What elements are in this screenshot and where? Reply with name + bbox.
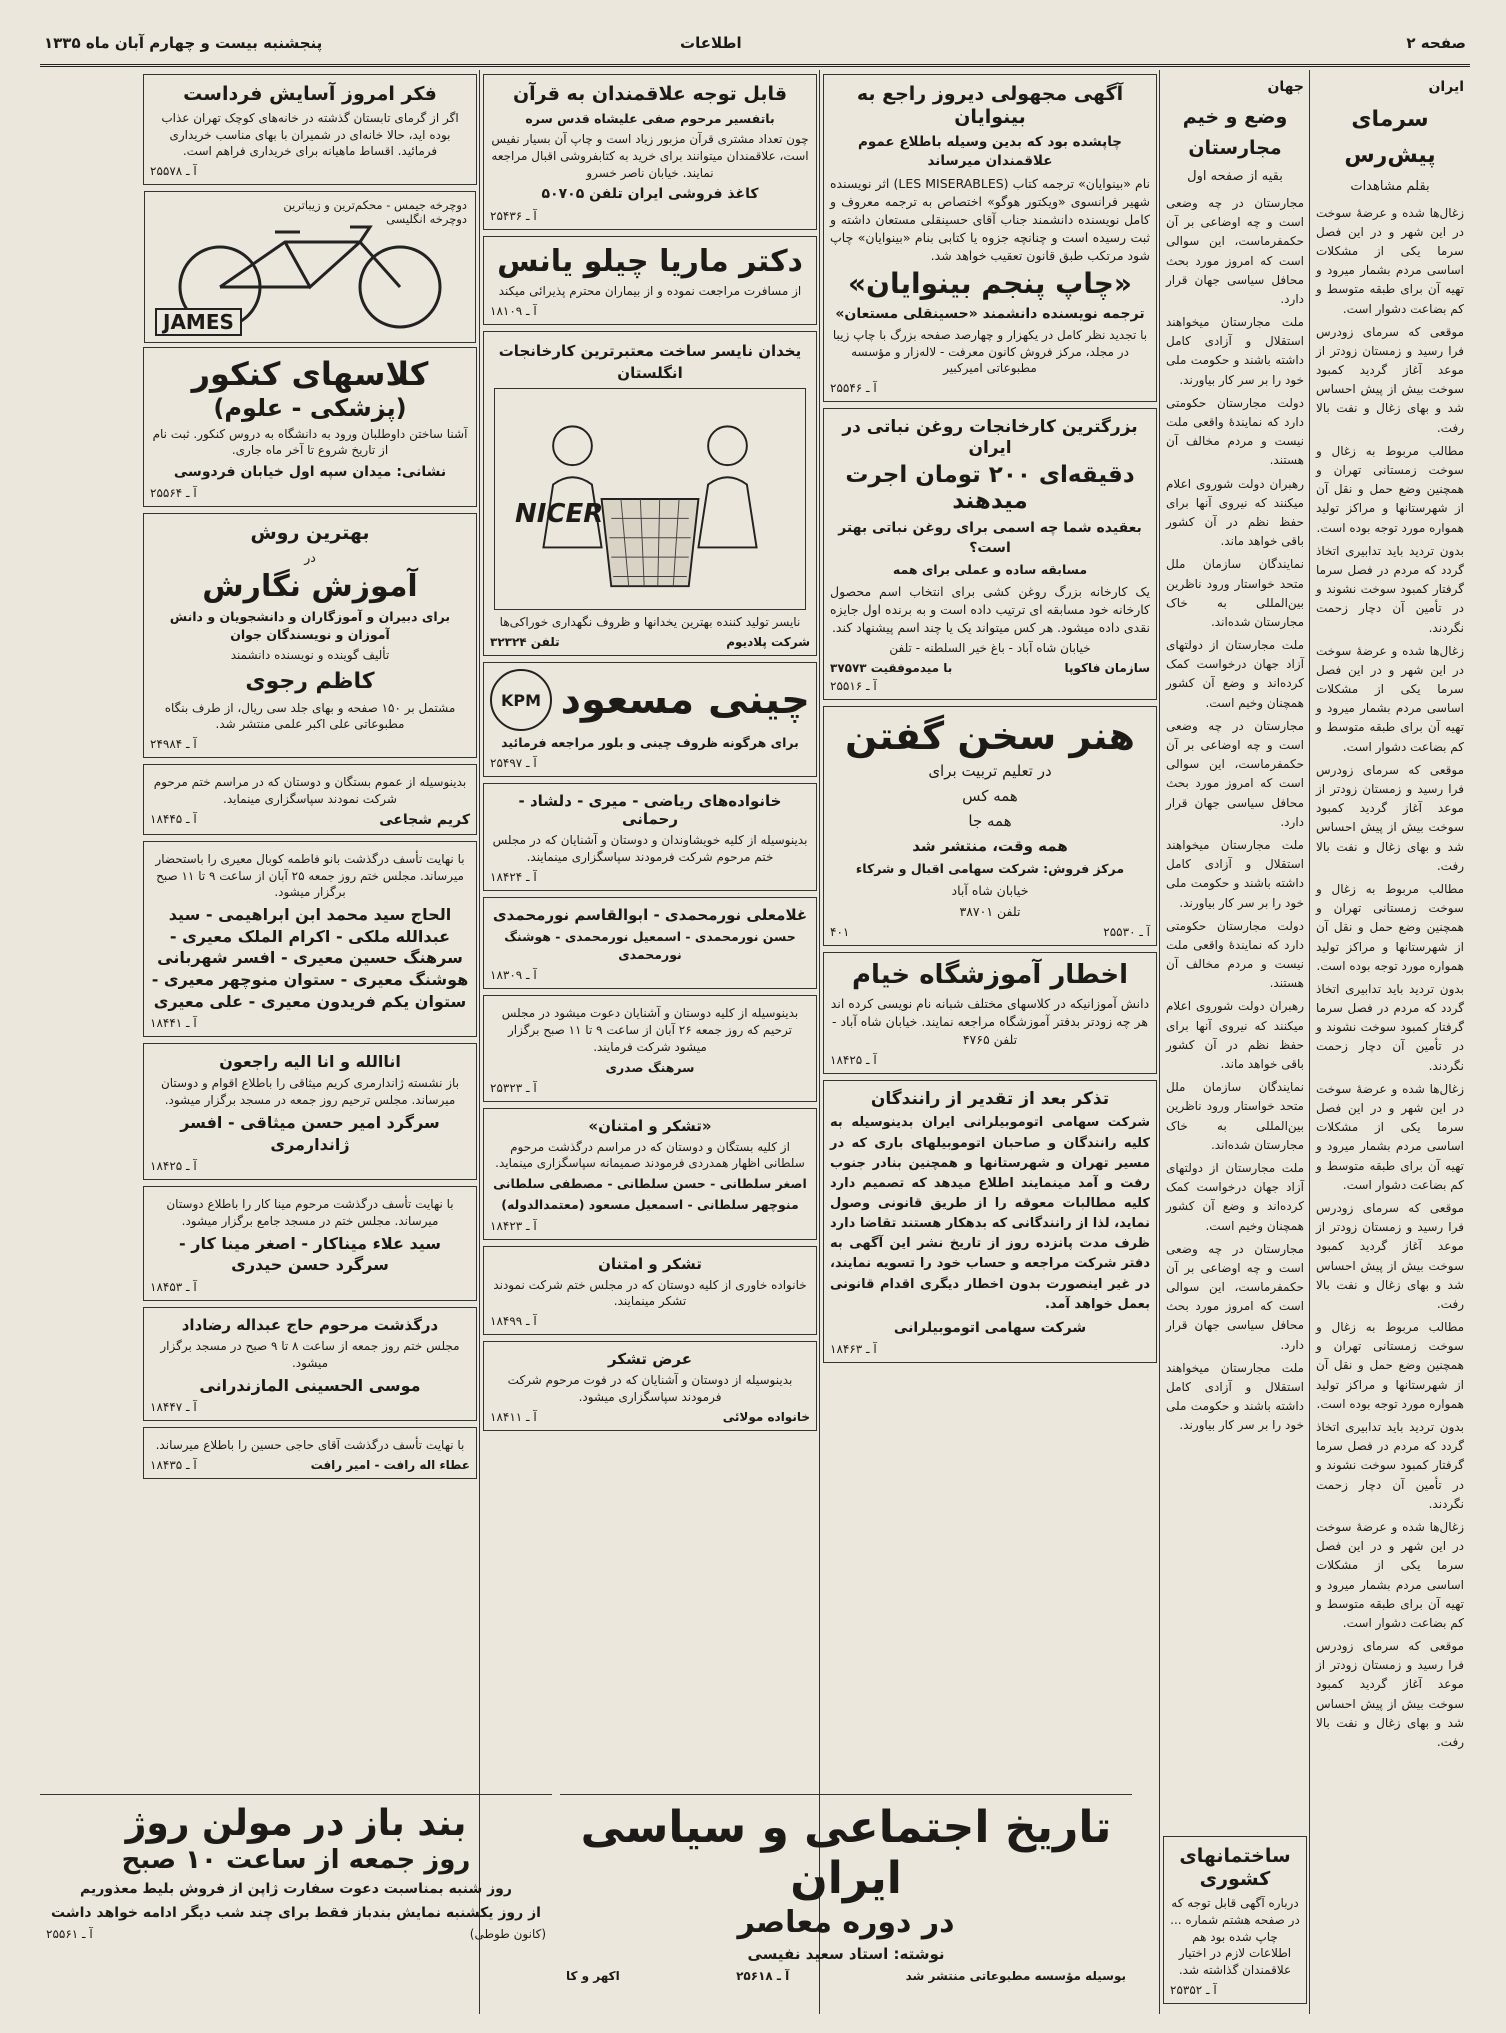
ad-top: یخدان نایسر ساخت معتبرترین کارخانجات انگلستان [498,341,802,382]
notice-memorial [483,995,817,1102]
ad-name: سرگرد امیر حسن میثاقی - افسر ژاندارمری [180,1112,440,1154]
ad-company: شرکت سهامی اتوموبیلرانی [893,1319,1087,1336]
ad-quran [483,74,817,230]
notice-abdollah [143,1307,477,1421]
article-paragraph: مجارستان در چه وضعی است و چه اوضاعی بر آن حکمفرماست، این سوالی است که امروز مورد بحث محافل سیاسی جهان قرار دارد. [1166,718,1304,829]
page-header [40,24,1470,67]
ad-title: غلامعلی نورمحمدی - ابوالقاسم نورمحمدی [492,905,808,924]
article-paragraph: موقعی که سرمای زودرس فرا رسید و زمستان زودتر از موعد آغاز گردید کمبود سوخت بیش از پیش احساس شد و بهای زغال و نفت بالا رفت. [1316,762,1464,873]
ad-ref: آ ـ ۲۵۴۳۶ [490,208,537,223]
section-label: جهان [1267,79,1304,95]
ad-body: از مسافرت مراجعت نموده و از بیماران محترم پذیرائی میکند [498,284,802,299]
notice-thanks-2 [483,897,817,989]
ad-title: دکتر ماریا چیلو یانس [497,243,803,279]
ad-title: اخطار آموزشگاه خیام [851,959,1129,990]
section-label: ایران [1428,79,1464,95]
article-paragraph: رهبران دولت شوروی اعلام میکنند که نیروی آنها برای حفظ نظم در آن کشور باقی خواهد ماند. [1166,476,1304,549]
notice-closing [143,1427,477,1479]
ad-body: بدینوسیله از کلیه دوستان و آشنایان دعوت میشود در مجلس ترحیم که روز جمعه ۲۶ آبان از ساعت ۹ تا ۱۱ صبح برگزار میشود شرکت فرمایند. [501,1006,799,1054]
ad-khayyam [823,952,1157,1074]
ad-title: تاریخ اجتماعی و سیاسی ایران [580,1802,1112,1904]
ad-phone: تلفن ۳۲۳۲۴ [490,635,560,650]
ad-ref: آ ـ ۱۸۴۴۷ [150,1400,197,1415]
ad-author: نوشته: استاد سعید نفیسی [747,1944,945,1963]
ad-ref: آ ـ ۲۵۵۶۱ [46,1926,93,1941]
ad-name: خانواده مولائی [722,1409,810,1424]
column-5 [140,70,480,2014]
article-paragraph: مجارستان در چه وضعی است و چه اوضاعی بر آن حکمفرماست، این سوالی است که امروز مورد بحث محافل سیاسی جهان قرار دارد. [1166,1241,1304,1352]
ad-ref: آ ـ ۲۵۴۹۷ [490,756,537,771]
box-national-buildings [1163,1836,1307,2004]
ad-title: درگذشت مرحوم حاج عبداله رضاداد [181,1315,439,1334]
ad-address: خیابان شاه آباد - باغ خیر السلطنه - تلفن [889,640,1091,655]
ad-body: باز نشسته ژاندارمری کریم میثاقی را باطلاع اقوام و دوستان میرساند. مجلس ترحیم روز جمعه در مسجد برگزار میشود. [160,1076,460,1108]
ad-author-label: تألیف گوینده و نویسنده دانشمند [230,648,390,663]
article-paragraph: رهبران دولت شوروی اعلام میکنند که نیروی آنها برای حفظ نظم در آن کشور باقی خواهد ماند. [1166,999,1304,1072]
ad-body: یک کارخانه بزرگ روغن کشی برای انتخاب اسم محصول کارخانه خود مسابقه ای ترتیب داده است و به برنده اول جایزه نقدی داده میشود. هر کس میتواند یک یا چند اسم پیشنهاد کند. [830,583,1150,635]
ad-title: عرض تشکر [608,1350,692,1369]
ad-body: شرکت سهامی اتوموبیلرانی ایران بدینوسیله به کلیه رانندگان و صاحبان اتوموبیلهای باری که در مسیر تهران و شهرستانها و همچنین بنادر جنوب رفت و آمد مینمایند اطلاع میدهد که تصمیم دارد کلیه مطالبات معوقه را از طریق قانونی وصول نماید، لذا از رانندگانی که بدهکار هستند تقاضا دارد ظرف مدت پانزده روز از تاریخ نشر این آگهی به دفتر شرکت مراجعه و حساب خود را تسویه نمایند، در غیر اینصورت بدون اخطار دیگری اقدام قانونی بعمل خواهد آمد. [830,1115,1150,1312]
article-paragraph: ملت مجارستان میخواهند استقلال و آزادی کامل داشته باشند و حکومت ملی خود را بر سر کار بیاورند. [1166,1360,1304,1433]
ad-name: سید علاء میناکار - اصغر مینا کار - سرگرد حسن حیدری [179,1233,441,1275]
notice-mourning-moayeri [143,841,477,1037]
ad-ref: آ ـ ۱۸۴۲۵ [150,1159,197,1174]
ad-sub: مسابقه ساده و عملی برای همه [892,562,1088,578]
page-number: صفحه ۲ [1406,34,1466,52]
article-paragraph: مطالب مربوط به زغال و سوخت زمستانی تهران و همچنین وضع حمل و نقل آن از شهرستانها و مراکز تولید همواره مورد توجه بوده است. [1316,443,1464,535]
ad-title-main: آموزش نگارش [202,569,418,605]
james-brand: JAMES [155,308,242,336]
ad-name: سرهنگ صدری [605,1059,695,1075]
ad-line: همه وقت، منتشر شد [912,836,1068,855]
article-paragraph: نمایندگان سازمان ملل متحد خواستار ورود ناظرین بین‌المللی به خاک مجارستان شده‌اند. [1166,1080,1304,1152]
ad-china-masoud [483,662,817,777]
ad-title: خانواده‌های ریاضی - میری - دلشاد - رحمانی [518,792,782,829]
ad-ref: آ ـ ۱۸۴۶۳ [830,1342,877,1357]
column-iran [1309,70,1470,2014]
ad-publisher: بوسیله مؤسسه مطبوعاتی منتشر شد [905,1969,1126,1984]
article-paragraph: زغال‌ها شده و عرضهٔ سوخت در این شهر و در این فصل سرما یکی از مشکلات اساسی مردم بشمار میرود و تهیه آن برای طبقه متوسط و کم بضاعت دشوار است. [1316,643,1464,754]
ad-ref: آ ـ ۱۸۴۹۹ [490,1314,537,1329]
ad-title-mid: در [304,550,316,566]
article-title: سرمای پیش‌رس [1344,107,1436,168]
nicer-brand: NICER [515,499,604,530]
ad-ref: آ ـ ۱۸۴۳۵ [150,1457,197,1472]
publication-name: اطلاعات [680,34,742,52]
ad-comfort [143,74,477,185]
ad-center: مرکز فروش: شرکت سهامی اقبال و شرکاء [855,861,1125,877]
ad-body: از کلیه بستگان و دوستان که در مراسم درگذشت مرحوم سلطانی اظهار همدردی فرمودند صمیمانه سپاسگزاری مینماید. [495,1139,805,1171]
ad-ref: آ ـ ۱۸۳۰۹ [490,968,537,983]
ad-ref: آ ـ ۲۵۵۱۶ [830,678,877,693]
ad-body: اگر از گرمای تابستان گذشته در خانه‌های کوچک تهران عذاب بوده اید، حالا خانه‌ای در شمیران با بهای مناسب خریداری فرمائید. اقساط ماهیانه برای خریداری فراهم است. [161,110,459,159]
ad-ref: آ ـ ۱۸۴۲۳ [490,1218,537,1233]
column-3 [819,70,1160,2014]
ad-title: قابل توجه علاقمندان به قرآن [512,83,788,105]
ad-ref2: اکهر و کا [566,1969,620,1984]
ad-prize: دقیقه‌ای ۲۰۰ تومان اجرت میدهند [845,462,1135,515]
ad-names: حسن نورمحمدی - اسمعیل نورمحمدی - هوشنگ نورمحمدی [504,928,796,963]
article-hungary [1160,70,1310,1444]
ad-history-book [560,1794,1132,2007]
ad-ref: آ ـ ۱۸۴۵۳ [150,1279,197,1294]
ad-street: خیابان شاه آباد [951,882,1029,898]
ad-body: با نهایت تأسف درگذشت بانو فاطمه کوبال معیری را باستحضار میرساند. مجلس ختم روز جمعه ۲۵ آبان از ساعت ۹ تا ۱۱ صبح برگزار میشود. [155,851,465,900]
article-paragraph: موقعی که سرمای زودرس فرا رسید و زمستان زودتر از موعد آغاز گردید کمبود سوخت بیش از پیش احساس شد و بهای زغال و نفت بالا رفت. [1316,324,1464,435]
ad-line: همه کس [962,787,1018,806]
notice-raja [143,1043,477,1180]
ad-title: فکر امروز آسایش فرداست [183,83,437,105]
ad-writing-method [143,513,477,758]
ad-ref: آ ـ ۲۵۵۶۴ [150,486,197,501]
ad-address: نشانی: میدان سپه اول خیابان فردوسی [173,464,447,481]
article-paragraph: دولت مجارستان حکومتی دارد که نمایندهٔ واقعی ملت نیست و مردم مخالف آن هستند. [1166,395,1304,468]
ad-james-bicycle [144,191,476,343]
ad-ref: آ ـ ۲۵۶۱۸ [736,1969,790,1984]
ad-body: با نهایت تأسف درگذشت آقای حاجی حسین را باطلاع میرساند. [155,1438,465,1453]
ad-ref: آ ـ ۱۸۴۲۵ [830,1053,877,1068]
article-paragraph: نمایندگان سازمان ملل متحد خواستار ورود ناظرین بین‌المللی به خاک مجارستان شده‌اند. [1166,557,1304,629]
ad-title: «تشکر و امتنان» [588,1116,712,1135]
ad-dealer: شرکت پلادیوم [726,635,810,650]
ad-les-miserables [823,74,1157,402]
ad-ref: آ ـ ۲۵۵۴۶ [830,381,877,396]
article-byline: بقلم مشاهدات [1350,178,1430,194]
notice-thanks-1 [483,783,817,891]
ad-body: با نهایت تأسف درگذشت مرحوم مینا کار را باطلاع دوستان میرساند. مجلس ختم در مسجد جامع برگزار میشود. [166,1197,454,1228]
ad-moulin-rouge [40,1794,552,2007]
ad-oil-contest [823,408,1157,700]
ad-body: بدینوسیله از کلیه خویشاوندان و دوستان و آشنایان که در مجلس ختم مرحوم شرکت فرمودند سپاسگزاری مینمایند. [492,833,808,865]
article-paragraph: مطالب مربوط به زغال و سوخت زمستانی تهران و همچنین وضع حمل و نقل آن از شهرستانها و مراکز تولید همواره مورد توجه بوده است. [1316,881,1464,973]
issue-date: پنجشنبه بیست و چهارم آبان ماه ۱۳۳۵ [44,34,323,52]
article-paragraph: بدون تردید باید تدابیری اتخاذ گردد که مردم در فصل سرما گرفتار کمبود سوخت نشوند و در تأمین آن دچار زحمت نگردند. [1316,543,1464,635]
ad-org: سازمان فاکوپا [1064,660,1150,675]
ad-title: تشکر و امتنان [598,1254,702,1273]
ad-ref: آ ـ ۲۵۳۵۲ [1170,1983,1217,1997]
ad-note: (کانون طوطی) [469,1926,546,1941]
ad-sub: چاپشده بود که بدین وسیله باطلاع عموم علاقمندان میرساند [858,133,1122,170]
ad-body: خانواده خاوری از کلیه دوستان که در مجلس ختم شرکت نمودند تشکر مینمایند. [493,1277,807,1309]
article-paragraph: زغال‌ها شده و عرضهٔ سوخت در این شهر و در این فصل سرما یکی از مشکلات اساسی مردم بشمار میرود و تهیه آن برای طبقه متوسط و کم بضاعت دشوار است. [1316,1519,1464,1630]
ad-name: عطاء اله رافت - امیر رافت [310,1457,470,1472]
article-paragraph: بدون تردید باید تدابیری اتخاذ گردد که مردم در فصل سرما گرفتار کمبود سوخت نشوند و در تأمین آن دچار زحمت نگردند. [1316,981,1464,1073]
ad-ref: آ ـ ۲۴۹۸۴ [150,737,197,752]
ad-body2: مشتمل بر ۱۵۰ صفحه و بهای جلد سی ریال، از طرف بنگاه مطبوعاتی علی اکبر علمی منتشر شد. [164,700,456,732]
article-paragraph: بدون تردید باید تدابیری اتخاذ گردد که مردم در فصل سرما گرفتار کمبود سوخت نشوند و در تأمین آن دچار زحمت نگردند. [1316,1420,1464,1511]
ad-body: روز شنبه بمناسبت دعوت سفارت ژاپن از فروش بلیط معذوریم [80,1881,512,1898]
article-paragraph: ملت مجارستان میخواهند استقلال و آزادی کامل داشته باشند و حکومت ملی خود را بر سر کار بیاورند. [1166,315,1304,387]
newspaper-page [40,24,1470,2014]
ad-translator: ترجمه نویسنده دانشمند «حسینقلی مستعان» [835,305,1145,322]
article-paragraph: زغال‌ها شده و عرضهٔ سوخت در این شهر و در این فصل سرما یکی از مشکلات اساسی مردم بشمار میرود و تهیه آن برای طبقه متوسط و کم بضاعت دشوار است. [1316,205,1464,316]
ad-body: برای دبیران و آموزگاران و دانشجویان و دانش آموزان و نویسندگان جوان [169,608,451,643]
ad-title: تذکر بعد از تقدیر از رانندگان [870,1089,1110,1110]
ad-nicer [483,331,817,656]
notice-thanks-4 [483,1246,817,1336]
ad-ref: آ ـ ۲۵۵۷۸ [150,164,197,179]
nicer-illustration [494,388,806,610]
ad-title: اناالله و انا الیه راجعون [219,1052,401,1072]
article-paragraph: مجارستان در چه وضعی است و چه اوضاعی بر آن حکمفرماست، این سوالی است که امروز مورد بحث محافل سیاسی جهان قرار دارد. [1166,195,1304,306]
ad-body: آشنا ساختن داوطلبان ورود به دانشگاه به دروس کنکور. ثبت نام از تاریخ شروع تا آخر ماه جاری. [152,426,468,458]
article-sub: بقیه از صفحه اول [1187,169,1283,185]
article-paragraph: زغال‌ها شده و عرضهٔ سوخت در این شهر و در این فصل سرما یکی از مشکلات اساسی مردم بشمار میرود و تهیه آن برای طبقه متوسط و کم بضاعت دشوار است. [1316,1081,1464,1192]
ad-body: دانش آموزانیکه در کلاسهای مختلف شبانه نام نویسی کرده اند هر چه زودتر بدفتر آموزشگاه مراجعه نمایند. خیابان شاه آباد - تلفن ۴۷۶۵ [830,995,1150,1047]
ad-body: برای هرگونه ظروف چینی و بلور مراجعه فرمائید [501,735,799,751]
ad-title: چینی مسعود [560,677,810,724]
notice-thanks-5 [483,1341,817,1431]
ad-auto-company [823,1080,1157,1363]
ad-title: بزرگترین کارخانجات روغن نباتی در ایران [842,417,1138,458]
ad-body: نایسر تولید کننده بهترین یخدانها و ظروف نگهداری خوراکی‌ها [499,615,801,630]
ad-question: بعقیده شما چه اسمی برای روغن نباتی بهتر است؟ [838,519,1142,557]
ad-details: با تجدید نظر کامل در یکهزار و چهارصد صفحه بزرگ با چاپ زیبا در مجلد، مرکز فروش کانون معرفت - لاله‌زار و مؤسسه مطبوعاتی امیرکبیر [832,327,1148,376]
ad-ref: آ ـ ۲۵۵۳۰ [1103,924,1150,939]
article-early-cold [1310,70,1470,1760]
box-body: درباره آگهی قابل توجه که در صفحه هشتم شماره ... چاپ شده بود هم اطلاعات لازم در اختیار علاقمندان گذاشته شد. [1170,1896,1300,1978]
ad-line: همه جا [968,811,1012,830]
ad-sub: در دوره معاصر [737,1905,955,1941]
article-paragraph: مطالب مربوط به زغال و سوخت زمستانی تهران و همچنین وضع حمل و نقل آن از شهرستانها و مراکز تولید همواره مورد توجه بوده است. [1316,1320,1464,1411]
notice-minakar [143,1186,477,1301]
ad-ref: آ ـ ۱۸۴۴۵ [150,811,197,826]
ad-konkur [143,347,477,507]
ad-body2: از روز یکشنبه نمایش بندباز فقط برای چند شب دیگر ادامه خواهد داشت [51,1904,541,1921]
ad-names: منوچهر سلطانی - اسمعیل مسعود (معتمدالدوله) [501,1197,799,1213]
ad-name: موسی الحسینی المازندرانی [199,1375,421,1395]
ad-names: الحاج سید محمد ابن ابراهیمی - سید عبدالله ملکی - اکرام الملک معیری - سرهنگ حسین معیری - افسر شهربانی هوشنگ معیری - ستوان منوچهر معیری - ستوان یکم فریدون معیری - علی معیری [151,905,469,1011]
article-title: وضع و خیم مجارستان [1182,106,1288,159]
bike-caption: دوچرخه جیمس - محکم‌ترین و زیباترین دوچرخه انگلیسی [283,198,467,227]
column-4 [479,70,820,2014]
ad-ref: آ ـ ۱۸۱۰۹ [490,303,537,318]
ad-name: کریم شجاعی [379,811,470,828]
article-paragraph: ملت مجارستان از دولتهای آزاد جهان درخواست کمک کرده‌اند و وضع آن کشور همچنان وخیم است. [1166,1160,1304,1233]
kpm-logo-icon: KPM [490,669,552,731]
ad-line: در تعلیم تربیت برای [928,762,1052,781]
article-paragraph: ملت مجارستان از دولتهای آزاد جهان درخواست کمک کرده‌اند و وضع آن کشور همچنان وخیم است. [1166,638,1304,710]
ad-art-of-speaking [823,706,1157,946]
article-paragraph: موقعی که سرمای زودرس فرا رسید و زمستان زودتر از موعد آغاز گردید کمبود سوخت بیش از پیش احساس شد و بهای زغال و نفت بالا رفت. [1316,1200,1464,1311]
ad-doctor [483,236,817,325]
ad-names: اصغر سلطانی - حسن سلطانی - مصطفی سلطانی [493,1176,807,1192]
article-paragraph: ملت مجارستان میخواهند استقلال و آزادی کامل داشته باشند و حکومت ملی خود را بر سر کار بیاورند. [1166,837,1304,910]
ad-ref: آ ـ ۱۸۴۲۴ [490,869,537,884]
ad-phone: با میدموفقیت ۳۷۵۷۳ [830,660,953,675]
ad-sub: روز جمعه از ساعت ۱۰ صبح [121,1845,471,1876]
ad-phone: کاغذ فروشی ایران تلفن ۵۰۷۰۵ [541,186,759,203]
ad-title: هنر سخن گفتن [844,713,1136,758]
ad-title: بند باز در مولن روژ [125,1803,467,1844]
ad-body: نام «بینوایان» ترجمه کتاب (LES MISERABLES) اثر نویسنده شهیر فرانسوی «ویکتور هوگو» اختصاص به ترجمه معروف و کامل نویسنده دانشمند جناب آقای حسینقلی مستعان داشته و ثبت رسیده است و چنانچه جزوه یا کتابی بنام «بینوایان» چاپ شود مرتکب طبق قانون تعقیب خواهد شد. [830,175,1150,264]
ad-author: کاظم رجوی [245,668,375,694]
ad-sub: باتفسیر مرحوم صفی علیشاه قدس سره [525,110,775,126]
ad-title: بهترین روش [250,522,370,545]
notice-karim [143,764,477,835]
notice-thanks-3 [483,1108,817,1240]
ad-body: چون تعداد مشتری قرآن مزبور زیاد است و چاپ آن بسیار نفیس است، علاقمندان میتوانند برای خرید به کتابفروشی اقبال مراجعه نمایند. خیابان ناصر خسرو [491,131,809,180]
ad-sub: (پزشکی - علوم) [213,393,407,422]
ad-body: بدینوسیله از دوستان و آشنایان که در فوت مرحوم شرکت فرمودند سپاسگزاری میشود. [507,1373,793,1404]
ad-ref: ۴۰۱ [830,924,850,939]
ad-ref: آ ـ ۱۸۴۴۱ [150,1016,197,1031]
column-world [1159,70,1310,2014]
article-paragraph: موقعی که سرمای زودرس فرا رسید و زمستان زودتر از موعد آغاز گردید کمبود سوخت بیش از پیش احساس شد و بهای زغال و نفت بالا رفت. [1316,1639,1464,1749]
ad-title: آگهی مجهولی دیروز راجع به بینوایان [856,83,1124,128]
ad-body: مجلس ختم روز جمعه از ساعت ۸ تا ۹ صبح در مسجد برگزار میشود. [160,1338,460,1370]
article-paragraph: دولت مجارستان حکومتی دارد که نمایندهٔ واقعی ملت نیست و مردم مخالف آن هستند. [1166,918,1304,991]
ad-ref: آ ـ ۲۵۳۲۳ [490,1080,537,1095]
ad-headline: «چاپ پنجم بینوایان» [847,267,1133,301]
ad-phone: تلفن ۳۸۷۰۱ [959,903,1021,919]
ad-ref: آ ـ ۱۸۴۱۱ [490,1409,537,1424]
ad-title: کلاسهای کنکور [191,355,429,394]
box-title: ساختمانهای کشوری [1179,1845,1291,1891]
ad-body: بدینوسیله از عموم بستگان و دوستان که در مراسم ختم مرحوم شرکت نمودند سپاسگزاری مینماید. [153,775,467,807]
